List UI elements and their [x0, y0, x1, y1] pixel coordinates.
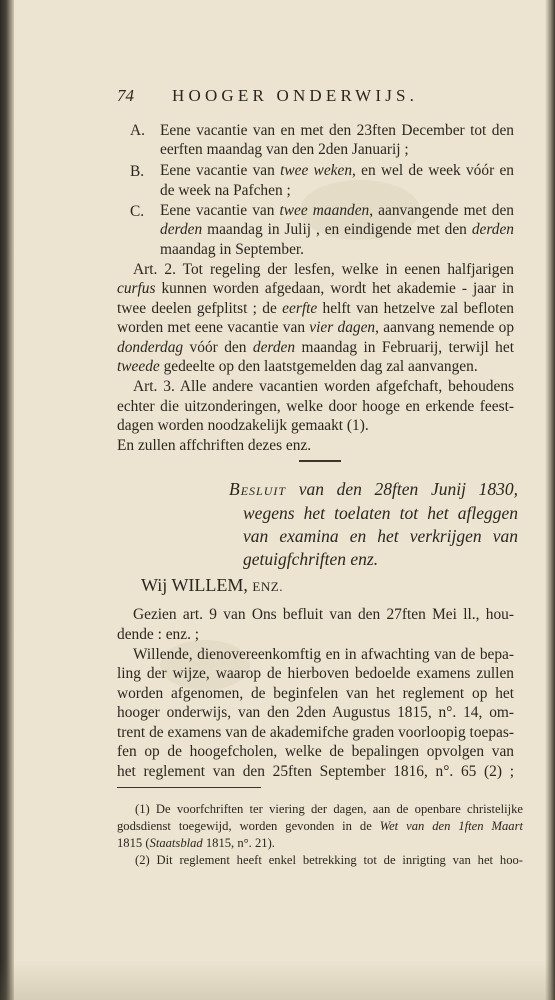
footnote-line: 1815 (Staatsblad 1815, n°. 21). — [117, 836, 275, 850]
decree-title-line: wegens het toelaten tot het afleggen — [243, 503, 518, 523]
text-line: Eene vacantie van twee maanden, aanvangende met den — [160, 202, 514, 219]
footnote-divider — [117, 787, 261, 788]
article-2-line: twee deelen gefplitst ; de eerfte helft van hetzelve zal befloten — [117, 300, 514, 317]
text-line: derden maandag in Julij , en eindigende met den derden — [160, 221, 514, 238]
article-2-line: curfus kunnen worden afgedaan, wordt het akademie - jaar in — [117, 280, 514, 297]
article-3-line: echter die uitzonderingen, welke door hooge en erkende feest- — [117, 398, 514, 415]
list-label-b: B. — [130, 163, 145, 180]
decree-line: dende : enz. ; — [117, 626, 200, 643]
footnote-line: (1) De voorfchriften ter viering der dagen, aan de openbare christelijke — [135, 802, 523, 816]
article-2-line: worden met eene vacantie van vier dagen, aanvang nemende op — [117, 319, 515, 336]
decree-title-line: getuigfchriften enz. — [243, 549, 379, 569]
page-edge-shadow — [545, 0, 555, 1000]
page-bottom-shade — [0, 960, 555, 1000]
page-gutter-shadow — [0, 0, 14, 1000]
decree-line: het reglement van den 25ften September 1816, n°. 65 (2) ; — [117, 763, 514, 780]
decree-heading: Wij WILLEM, ENZ. — [141, 575, 283, 595]
decree-line: Gezien art. 9 van Ons befluit van den 27ften Mei ll., hou- — [133, 606, 514, 623]
decree-line: fen op de hoogefcholen, welke de bepalingen opvolgen van — [117, 743, 514, 760]
article-2-line: tweede gedeelte op den laatstgemelden dag zal aanvangen. — [117, 358, 478, 375]
footnote-line: godsdienst toegewijd, worden gevonden in de Wet van den 1ften Maart — [117, 819, 523, 833]
decree-line: worden afgenomen, de beginfelen van het reglement op het — [117, 685, 514, 702]
list-label-a: A. — [130, 122, 145, 139]
text-line: Eene vacantie van en met den 23ften December tot den — [160, 122, 514, 139]
running-head: HOOGER ONDERWIJS. — [172, 86, 419, 105]
list-label-c: C. — [130, 203, 145, 220]
article-2-line: donderdag vóór den derden maandag in Februarij, terwijl het — [117, 339, 514, 356]
page-number: 74 — [117, 86, 134, 105]
article-2-line: Art. 2. Tot regeling der lesfen, welke in eenen halfjarigen — [133, 261, 514, 278]
closing-line: En zullen affchriften dezes enz. — [117, 437, 312, 454]
decree-line: hooger onderwijs, van den 2den Augustus 1815, n°. 14, om- — [117, 704, 514, 721]
article-3-line: Art. 3. Alle andere vacantien worden afgefchaft, behoudens — [133, 378, 514, 395]
decree-title-line: van examina en het verkrijgen van — [243, 526, 518, 546]
text-line: Eene vacantie van twee weken, en wel de week vóór en — [160, 162, 514, 179]
article-3-line: dagen worden noodzakelijk gemaakt (1). — [117, 417, 369, 434]
text-line: eerften maandag van den 2den Januarij ; — [160, 141, 409, 158]
decree-line: trent de examens van de akademifche graden voorloopig toepas- — [117, 724, 514, 741]
decree-line: Willende, dienovereenkomftig en in afwachting van de bepa- — [133, 646, 514, 663]
section-divider — [299, 460, 341, 462]
decree-title-line: Besluit van den 28ften Junij 1830, — [229, 479, 518, 499]
text-line: maandag in September. — [160, 241, 305, 258]
footnote-line: (2) Dit reglement heeft enkel betrekking tot de inrigting van het hoo- — [135, 853, 523, 867]
decree-line: ling der wijze, waarop de hierboven bedoelde examens zullen — [117, 665, 514, 682]
text-line: de week na Pafchen ; — [160, 182, 291, 199]
